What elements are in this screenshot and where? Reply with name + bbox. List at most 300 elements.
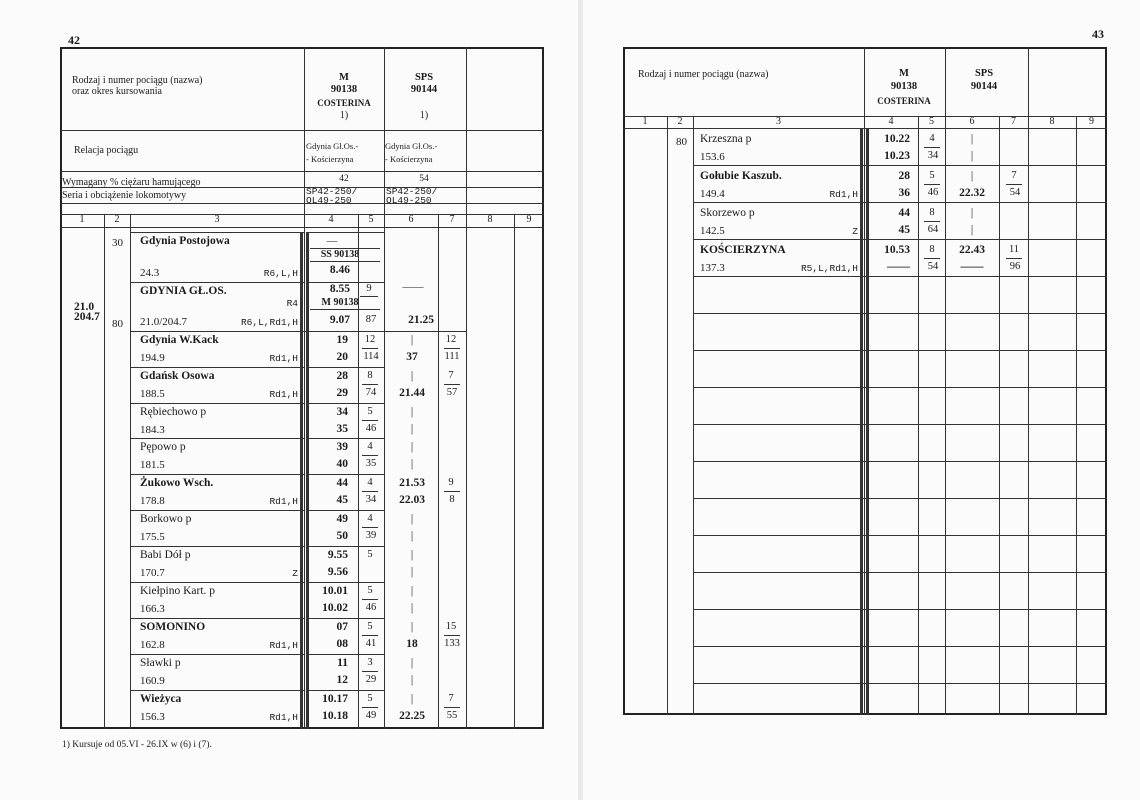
column-number: 6: [408, 214, 414, 225]
station-name: Krzeszna p: [700, 133, 752, 145]
cell-line: [308, 654, 384, 655]
dwell-time: 7: [448, 693, 454, 704]
dwell-time: 12: [364, 334, 376, 345]
dwell-time: 4: [929, 133, 935, 144]
station-name: Rębiechowo p: [140, 406, 207, 418]
time-arrival: 34: [336, 406, 348, 418]
run-time: 35: [365, 458, 377, 469]
station-codes: R6,L,Rd1,H: [240, 317, 298, 328]
underline: [924, 184, 940, 185]
cell-line: [308, 690, 384, 691]
row-line: [693, 128, 1107, 129]
time-arrival: 49: [336, 513, 348, 525]
underline: [362, 491, 378, 492]
row-line: [693, 461, 1107, 462]
dwell-time: 15: [445, 621, 457, 632]
run-time: 49: [365, 710, 377, 721]
time-cell: |: [410, 334, 414, 346]
station-row-line: [130, 510, 304, 511]
grid-line-v: [999, 116, 1000, 715]
speed-30: 30: [112, 237, 123, 249]
station-name: Żukowo Wsch.: [140, 477, 214, 489]
time-cell: |: [410, 458, 414, 470]
r-train2-number: 90144: [970, 81, 998, 92]
row-line: [693, 165, 1107, 166]
cell-line: [308, 474, 384, 475]
time-cell: |: [410, 621, 414, 633]
time-cell: |: [410, 657, 414, 669]
departure-time: 9.07: [329, 314, 350, 326]
route-bar: [300, 232, 303, 729]
time-arrival: 11: [337, 657, 348, 669]
time-cell: |: [410, 530, 414, 542]
underline: [444, 348, 460, 349]
underline: [362, 671, 378, 672]
row-line: [693, 202, 1107, 203]
time-arrival: 19: [336, 334, 348, 346]
train2-note: 1): [419, 110, 429, 121]
row-line: [693, 683, 1107, 684]
dwell-time: 4: [367, 441, 373, 452]
grid-line-v: [466, 47, 467, 729]
underline: [1006, 258, 1022, 259]
run-time: 46: [365, 423, 377, 434]
time-cell: 18: [406, 638, 418, 650]
station-name: Kiełpino Kart. p: [140, 585, 216, 597]
station-codes: Rd1,H: [269, 712, 298, 723]
grid-line-v: [693, 116, 694, 715]
grid-line-v: [918, 116, 919, 715]
time-arrival: 44: [336, 477, 348, 489]
run-time: 55: [446, 710, 458, 721]
cell-line: [308, 232, 384, 233]
run-time: 74: [365, 387, 377, 398]
grid-line-v: [514, 214, 515, 729]
station-km: 153.6: [700, 151, 725, 163]
dwell-time: 4: [367, 513, 373, 524]
station-km: 24.3: [140, 267, 160, 279]
station-name: Pępowo p: [140, 441, 186, 453]
time-departure: 10.18: [322, 710, 348, 722]
time-departure: 45: [898, 224, 910, 236]
train1-name: COSTERINA: [317, 98, 371, 108]
dwell-time: 3: [367, 657, 373, 668]
grid-line-v: [667, 116, 668, 715]
train-number-label: M 90138: [321, 297, 359, 308]
time-cell: |: [970, 133, 974, 145]
station-km: 178.8: [140, 495, 165, 507]
train1-brake: 42: [339, 174, 349, 184]
station-row-line: [130, 282, 304, 283]
train2-type: SPS: [414, 72, 434, 83]
time-cell: |: [410, 406, 414, 418]
column-number: 2: [114, 214, 120, 225]
station-name: KOŚCIERZYNA: [700, 244, 786, 256]
time-departure: 9.56: [327, 566, 348, 578]
train1-number: 90138: [330, 84, 358, 95]
station-row-line: [130, 438, 304, 439]
train-number-label: SS 90138: [320, 249, 360, 260]
time-arrival: 10.01: [322, 585, 348, 597]
station-km: 184.3: [140, 424, 165, 436]
column-number: 2: [677, 116, 683, 127]
time-departure: 45: [336, 494, 348, 506]
column-number: 9: [526, 214, 532, 225]
row-line: [693, 424, 1107, 425]
grid-line-h: [60, 130, 544, 131]
underline: [444, 707, 460, 708]
run-time: 9: [366, 283, 372, 294]
station-km: 162.8: [140, 639, 165, 651]
dwell-time: 12: [445, 334, 457, 345]
underline: [362, 348, 378, 349]
row-line: [693, 387, 1107, 388]
time-cell: |: [970, 207, 974, 219]
run-time: 133: [444, 638, 460, 649]
station-row-line: [130, 654, 304, 655]
station-row-line: [130, 474, 304, 475]
cell-line: [308, 582, 384, 583]
train1-note: 1): [339, 110, 349, 121]
dwell-time: 5: [929, 170, 935, 181]
run-time: 54: [1009, 187, 1021, 198]
time-cell: 22.32: [959, 187, 985, 199]
route-bar: [866, 128, 869, 715]
row-line: [693, 276, 1107, 277]
departure-time: 8.55: [329, 283, 350, 295]
time-cell: |: [970, 224, 974, 236]
dwell-time: 5: [367, 549, 373, 560]
time-departure: 12: [336, 674, 348, 686]
run-time: 39: [365, 530, 377, 541]
time-cell: |: [410, 549, 414, 561]
column-number: 4: [888, 116, 894, 127]
time-arrival: 10.17: [322, 693, 348, 705]
station-codes: Rd1,H: [829, 189, 858, 200]
run-time: 54: [927, 261, 939, 272]
run-time: 87: [365, 314, 377, 325]
departure-time: 21.25: [408, 314, 434, 326]
grid-line-h: [60, 171, 544, 172]
station-codes: Rd1,H: [269, 640, 298, 651]
grid-line-v: [864, 47, 865, 715]
dwell-time: 7: [1011, 170, 1017, 181]
time-cell: 37: [406, 351, 418, 363]
cell-line: [308, 403, 384, 404]
row-line: [693, 239, 1107, 240]
run-time: 114: [363, 351, 379, 362]
time-cell: |: [410, 566, 414, 578]
cell-line: [310, 309, 380, 310]
underline: [362, 635, 378, 636]
underline: [362, 455, 378, 456]
brake-label: Wymagany % ciężaru hamującego: [62, 177, 201, 188]
underline: [362, 707, 378, 708]
station-name: SOMONINO: [140, 621, 206, 633]
time-cell: |: [410, 370, 414, 382]
time-cell: |: [410, 585, 414, 597]
time-arrival: 9.55: [327, 549, 348, 561]
underline: [362, 599, 378, 600]
column-number: 7: [1011, 116, 1016, 127]
time-cell: |: [970, 150, 974, 162]
time-arrival: 44: [898, 207, 910, 219]
underline: [924, 147, 940, 148]
row-line: [693, 498, 1107, 499]
dwell-time: 5: [367, 693, 373, 704]
time-cell: |: [410, 674, 414, 686]
underline: [362, 527, 378, 528]
run-time: 46: [365, 602, 377, 613]
dash: ——: [402, 282, 424, 293]
grid-line-v: [1076, 116, 1077, 715]
page-number: 43: [1092, 27, 1104, 41]
column-number: 3: [776, 116, 781, 127]
run-time: 8: [449, 494, 455, 505]
station-km: 149.4: [700, 188, 725, 200]
column-number: 9: [1089, 116, 1094, 127]
time-arrival: 39: [336, 441, 348, 453]
dwell-time: 8: [367, 370, 373, 381]
r-train1-name: COSTERINA: [877, 96, 931, 106]
run-time: 29: [365, 674, 377, 685]
footnote: 1) Kursuje od 05.VI - 26.IX w (6) i (7).: [62, 740, 212, 750]
underline: [362, 420, 378, 421]
station-codes: Z: [292, 568, 298, 579]
station-km: 137.3: [700, 262, 725, 274]
time-departure: 50: [336, 530, 348, 542]
station-codes: Rd1,H: [269, 496, 298, 507]
station-codes: Rd1,H: [269, 353, 298, 364]
time-departure: 35: [336, 423, 348, 435]
grid-line-h: [60, 187, 544, 188]
cell-line: [308, 367, 384, 368]
column-number: 4: [328, 214, 334, 225]
dash: —: [326, 236, 338, 247]
station-km: 160.9: [140, 675, 165, 687]
train2-loco: SP42-250/ OL49-250: [386, 186, 438, 206]
dwell-time: 7: [448, 370, 454, 381]
dwell-time: 8: [929, 244, 935, 255]
time-arrival: 28: [336, 370, 348, 382]
grid-line-v: [130, 214, 131, 729]
dwell-time: 9: [448, 477, 454, 488]
time-cell: 22.03: [399, 494, 425, 506]
dwell-time: 8: [929, 207, 935, 218]
cell-line: [308, 546, 384, 547]
time-departure: ——: [887, 261, 910, 273]
train2-number: 90144: [410, 84, 438, 95]
station-name: Babi Dół p: [140, 549, 191, 561]
grid-line-h: [60, 203, 544, 204]
station-row-line: [130, 618, 304, 619]
underline: [444, 635, 460, 636]
r-train1-type: M: [899, 68, 909, 79]
station-name: Gdynia W.Kack: [140, 334, 219, 346]
station-name: Gołubie Kaszub.: [700, 170, 782, 182]
station-row-line: [130, 582, 304, 583]
station-row-line: [130, 403, 304, 404]
cell-line: [308, 510, 384, 511]
timetable-right: [623, 47, 1107, 715]
time-cell: |: [410, 693, 414, 705]
column-number: 5: [929, 116, 934, 127]
station-codes: R5,L,Rd1,H: [800, 263, 858, 274]
time-cell: |: [410, 513, 414, 525]
grid-line-v: [945, 47, 946, 715]
dwell-time: 11: [1008, 244, 1020, 255]
loco-label: Seria i obciążenie lokomotywy: [62, 190, 187, 201]
run-time: 41: [365, 638, 377, 649]
station-codes: Z: [852, 226, 858, 237]
station-row-line: [130, 367, 304, 368]
time-cell: 22.43: [959, 244, 985, 256]
train-kind-label: Rodzaj i numer pociągu (nazwa) oraz okres kursowania: [72, 75, 203, 97]
dwell-time: 5: [367, 406, 373, 417]
run-time: 34: [365, 494, 377, 505]
speed-80: 80: [112, 318, 123, 330]
station-row-line: [130, 690, 304, 691]
station-km: 166.3: [140, 603, 165, 615]
time-cell: |: [410, 602, 414, 614]
station-km: 175.5: [140, 531, 165, 543]
run-time: 96: [1009, 261, 1021, 272]
station-km: 181.5: [140, 459, 165, 471]
time-arrival: 07: [336, 621, 348, 633]
grid-line-v: [438, 214, 439, 729]
arrival-time: 8.46: [329, 264, 350, 276]
time-cell: |: [970, 170, 974, 182]
dwell-time: 5: [367, 585, 373, 596]
relation-label: Relacja pociągu: [74, 145, 139, 156]
train1-type: M: [339, 72, 349, 83]
grid-line-v: [104, 214, 105, 729]
station-codes: Rd1,H: [269, 389, 298, 400]
grid-line-v: [1028, 47, 1029, 715]
run-time: 34: [927, 150, 939, 161]
time-departure: 40: [336, 458, 348, 470]
underline: [444, 491, 460, 492]
time-cell: 22.25: [399, 710, 425, 722]
row-line: [693, 535, 1107, 536]
cell-line: [310, 261, 380, 262]
station-row-line: [130, 232, 304, 233]
row-line: [693, 313, 1107, 314]
time-departure: 20: [336, 351, 348, 363]
grid-line-v: [358, 214, 359, 729]
underline: [924, 221, 940, 222]
station-codes: R6,L,H: [263, 268, 298, 279]
station-codes: R4: [286, 298, 298, 309]
time-departure: 36: [898, 187, 910, 199]
route-bar: [860, 128, 863, 715]
time-arrival: 10.53: [884, 244, 910, 256]
time-cell: 21.53: [399, 477, 425, 489]
time-cell: |: [410, 441, 414, 453]
page-number: 42: [68, 33, 80, 47]
station-km: 170.7: [140, 567, 165, 579]
row-line: [693, 350, 1107, 351]
column-number: 3: [214, 214, 220, 225]
speed-80: 80: [676, 136, 687, 148]
run-time: 64: [927, 224, 939, 235]
time-cell: |: [410, 423, 414, 435]
time-departure: 08: [336, 638, 348, 650]
station-name: Borkowo p: [140, 513, 192, 525]
underline: [1006, 184, 1022, 185]
time-departure: 10.23: [884, 150, 910, 162]
station-row-line: [130, 546, 304, 547]
row-line: [693, 609, 1107, 610]
column-number: 6: [969, 116, 975, 127]
row-line: [693, 646, 1107, 647]
time-departure: 10.02: [322, 602, 348, 614]
station-km: 21.0/204.7: [140, 316, 188, 328]
right-page: [583, 0, 1140, 800]
run-time: 111: [444, 351, 460, 362]
train1-relation: Gdynia Gł.Os.- - Kościerzyna: [306, 141, 359, 164]
station-name: Sławki p: [140, 657, 181, 669]
station-name: Gdańsk Osowa: [140, 370, 215, 382]
train-kind-label: Rodzaj i numer pociągu (nazwa): [638, 69, 769, 80]
time-cell: ——: [960, 261, 984, 273]
route-bar: [306, 232, 309, 729]
train2-relation: Gdynia Gł.Os.- - Kościerzyna: [385, 141, 438, 164]
column-number: 8: [1049, 116, 1055, 127]
station-km: 142.5: [700, 225, 725, 237]
station-row-line: [130, 331, 304, 332]
column-number: 1: [642, 116, 648, 127]
row-line: [693, 572, 1107, 573]
r-train2-type: SPS: [974, 68, 994, 79]
time-departure: 29: [336, 387, 348, 399]
grid-line-h: [623, 116, 1107, 117]
time-cell: 21.44: [399, 387, 425, 399]
cell-line: [304, 331, 466, 332]
train1-loco: SP42-250/ OL49-250: [306, 186, 358, 206]
grid-line-h: [60, 227, 544, 228]
station-name: Skorzewo p: [700, 207, 755, 219]
grid-line-v: [304, 47, 305, 729]
r-train1-number: 90138: [890, 81, 918, 92]
station-name: Gdynia Postojowa: [140, 235, 230, 247]
time-arrival: 28: [898, 170, 910, 182]
column-number: 7: [449, 214, 455, 225]
station-name: Wieżyca: [140, 693, 182, 705]
cell-line: [308, 438, 384, 439]
column-number: 5: [368, 214, 374, 225]
km-marker: 21.0 204.7: [74, 301, 100, 323]
station-km: 194.9: [140, 352, 165, 364]
time-arrival: 10.22: [884, 133, 910, 145]
grid-line-v: [384, 47, 385, 729]
dwell-time: 5: [367, 621, 373, 632]
cell-line: [308, 618, 384, 619]
run-time: 57: [446, 387, 458, 398]
grid-line-h: [60, 214, 544, 215]
station-km: 156.3: [140, 711, 165, 723]
dwell-time: 4: [367, 477, 373, 488]
run-time: 46: [927, 187, 939, 198]
underline: [362, 384, 378, 385]
column-number: 1: [79, 214, 85, 225]
underline: [444, 384, 460, 385]
underline: [924, 258, 940, 259]
column-number: 8: [487, 214, 493, 225]
station-km: 188.5: [140, 388, 165, 400]
train2-brake: 54: [419, 174, 429, 184]
station-name: GDYNIA GŁ.OS.: [140, 285, 227, 297]
